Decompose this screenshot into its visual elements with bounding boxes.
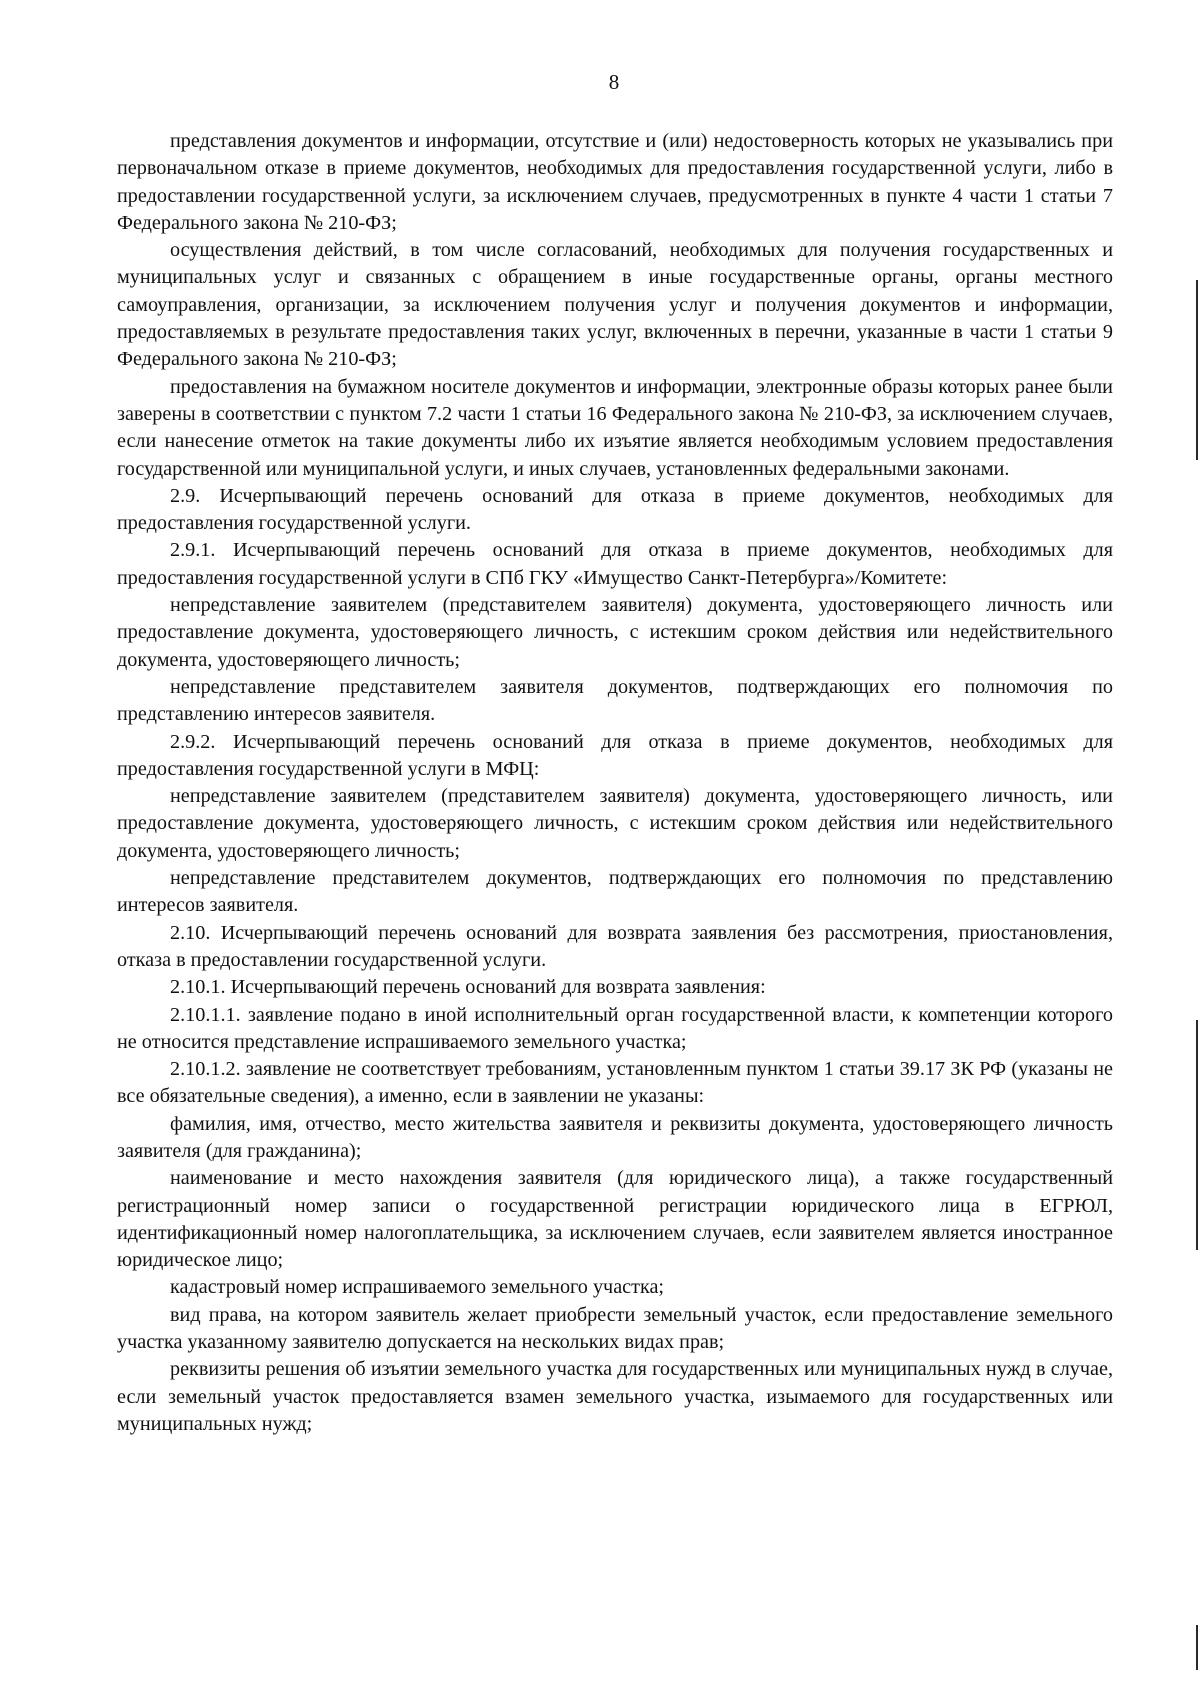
paragraph: реквизиты решения об изъятии земельного участка для государственных или муниципальных нужд в случае, если земельный участок предоставляется взамен земельного участка, изымаемого для государственных или муниципальных нужд; bbox=[117, 1358, 1113, 1435]
scan-edge-mark bbox=[1196, 1020, 1198, 1250]
paragraph: 2.9.2. Исчерпывающий перечень оснований для отказа в приеме документов, необходимых для предоставления государственной услуги в МФЦ: bbox=[117, 730, 1113, 780]
paragraph: 2.10. Исчерпывающий перечень оснований для возврата заявления без рассмотрения, приостановления, отказа в предоставлении государственной услуги. bbox=[117, 921, 1113, 971]
scan-edge-mark bbox=[1196, 280, 1198, 460]
paragraph: непредставление заявителем (представителем заявителя) документа, удостоверяющего личность или предоставление документа, удостоверяющего личность, с истекшим сроком действия или недействительного документа, удостоверяющего личность; bbox=[117, 594, 1113, 671]
paragraph: вид права, на котором заявитель желает приобрести земельный участок, если предоставление земельного участка указанному заявителю допускается на нескольких видах прав; bbox=[117, 1303, 1113, 1354]
page-number: 8 bbox=[608, 70, 620, 94]
paragraph: предоставления на бумажном носителе документов и информации, электронные образы которых ранее были заверены в соответствии с пунктом 7.2 части 1 статьи 16 Федерального закона № 210-ФЗ, за исключением случаев, если нанесение отметок на такие документы либо их изъятие является необходимым условием предоставления государственной или муниципальной услуги, и иных случаев, установленных федеральными законами. bbox=[117, 375, 1113, 480]
paragraph: 2.10.1.2. заявление не соответствует требованиям, установленным пунктом 1 статьи 39.17 ЗК РФ (указаны не все обязательные сведения), а именно, если в заявлении не указаны: bbox=[117, 1058, 1113, 1108]
paragraph: наименование и место нахождения заявителя (для юридического лица), а также государственный регистрационный номер записи о государственной регистрации юридического лица в ЕГРЮЛ, идентификационный номер налогоплательщика, за исключением случаев, если заявителем является иностранное юридическое лицо; bbox=[117, 1167, 1113, 1272]
paragraph: 2.9. Исчерпывающий перечень оснований для отказа в приеме документов, необходимых для предоставления государственной услуги. bbox=[117, 484, 1113, 535]
scan-edge-mark bbox=[1196, 1625, 1198, 1670]
paragraph: фамилия, имя, отчество, место жительства заявителя и реквизиты документа, удостоверяющего личность заявителя (для гражданина); bbox=[117, 1112, 1113, 1162]
paragraph: представления документов и информации, отсутствие и (или) недостоверность которых не указывались при первоначальном отказе в приеме документов, необходимых для предоставления государственной услуги, либо в предоставлении государственной услуги, за исключением случаев, предусмотренных в пункте 4 части 1 статьи 7 Федерального закона № 210-ФЗ; bbox=[117, 130, 1113, 234]
paragraph: 2.10.1.1. заявление подано в иной исполнительный орган государственной власти, к компетенции которого не относится представление испрашиваемого земельного участка; bbox=[117, 1003, 1113, 1053]
document-body bbox=[117, 128, 1113, 1438]
paragraph: 2.10.1. Исчерпывающий перечень оснований для возврата заявления: bbox=[170, 976, 766, 999]
paragraph: кадастровый номер испрашиваемого земельного участка; bbox=[170, 1276, 665, 1299]
paragraph: непредставление представителем заявителя документов, подтверждающих его полномочия по представлению интересов заявителя. bbox=[117, 675, 1113, 726]
paragraph: непредставление представителем документов, подтверждающих его полномочия по представлению интересов заявителя. bbox=[117, 867, 1113, 917]
paragraph: непредставление заявителем (представителем заявителя) документа, удостоверяющего личность, или предоставление документа, удостоверяющего личность, с истекшим сроком действия или недействительного документа, удостоверяющего личность; bbox=[117, 785, 1113, 862]
paragraph: 2.9.1. Исчерпывающий перечень оснований для отказа в приеме документов, необходимых для предоставления государственной услуги в СПб ГКУ «Имущество Санкт-Петербурга»/Комитете: bbox=[117, 539, 1113, 589]
paragraph: осуществления действий, в том числе согласований, необходимых для получения государственных и муниципальных услуг и связанных с обращением в иные государственные органы, органы местного самоуправления, организации, за исключением получения услуг и получения документов и информации, предоставляемых в результате предоставления таких услуг, включенных в перечни, указанные в части 1 статьи 9 Федерального закона № 210-ФЗ; bbox=[117, 239, 1113, 371]
